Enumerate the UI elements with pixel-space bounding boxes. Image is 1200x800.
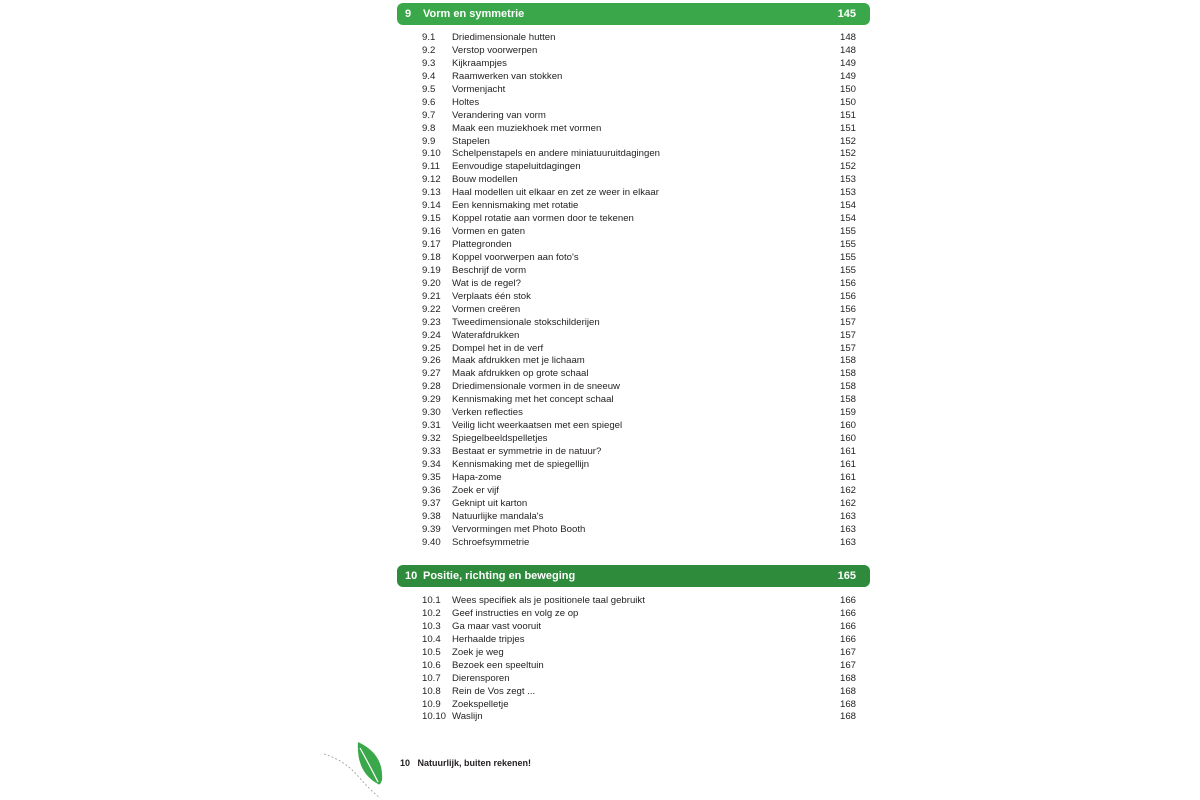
section-title: Verstop voorwerpen [452,44,538,56]
toc-entry[interactable] [422,634,856,647]
section-page: 158 [839,355,856,367]
section-number: 9.21 [422,290,441,302]
section-number: 10.8 [422,685,441,697]
section-page: 153 [839,187,856,199]
toc-entry[interactable] [422,304,856,317]
section-number: 9.30 [422,407,441,419]
toc-entry[interactable] [422,673,856,686]
toc-entry[interactable] [422,537,856,550]
section-number: 9.17 [422,239,441,250]
section-page: 163 [839,536,856,548]
section-page: 149 [839,70,856,82]
section-title: Bouw modellen [452,174,518,186]
section-number: 9.38 [422,510,441,522]
section-page: 150 [839,83,856,95]
toc-entry[interactable] [422,239,856,252]
section-title: Herhaalde tripjes [452,633,525,645]
section-page: 168 [839,711,856,723]
section-number: 9.23 [422,316,441,328]
section-title: Eenvoudige stapeluitdagingen [452,161,581,173]
section-page: 166 [839,607,856,619]
chapter-page: 145 [837,8,856,20]
section-page: 148 [839,44,856,56]
section-page: 159 [839,407,856,419]
section-page: 161 [839,458,856,470]
toc-entry[interactable] [422,45,856,58]
section-title: Beschrijf de vorm [452,264,527,276]
section-number: 9.2 [422,44,436,56]
section-page: 151 [839,122,856,134]
section-number: 9.9 [422,135,436,147]
toc-entry[interactable] [422,355,856,368]
section-title: Driedimensionale vormen in de sneeuw [452,381,620,393]
section-number: 9.19 [422,264,441,276]
toc-entry[interactable] [422,420,856,433]
section-title: Bestaat er symmetrie in de natuur? [452,446,602,457]
section-title: Dompel het in de verf [452,342,544,354]
section-title: Kennismaking met het concept schaal [452,394,614,406]
toc-entry[interactable] [422,485,856,498]
section-number: 9.24 [422,329,441,341]
toc-entry[interactable] [422,252,856,265]
section-title: Hapa-zome [452,471,502,483]
section-page: 156 [839,303,856,315]
section-title: Dierensporen [452,672,510,684]
section-title: Zoek er vijf [452,484,499,496]
section-number: 9.5 [422,83,436,95]
toc-entry[interactable] [422,621,856,634]
section-title: Verplaats één stok [452,290,531,302]
section-number: 9.11 [422,161,440,173]
section-title: Ga maar vast vooruit [452,620,542,632]
section-number: 9.36 [422,484,441,496]
section-page: 160 [839,433,856,445]
section-title: Stapelen [452,135,490,147]
section-page: 158 [839,368,856,380]
chapter-number: 10 [405,570,418,582]
section-page: 156 [839,290,856,302]
toc-entry[interactable] [422,407,856,420]
toc-entry[interactable] [422,97,856,110]
section-title: Vormenjacht [452,83,506,95]
section-title: Waslijn [452,711,483,723]
section-number: 10.4 [422,633,441,645]
section-title: Een kennismaking met rotatie [452,200,579,212]
section-number: 9.37 [422,497,441,509]
toc-entry[interactable] [422,343,856,356]
section-page: 168 [839,698,856,710]
leaf-icon [322,738,392,800]
toc-entry[interactable] [422,148,856,161]
toc-entry[interactable] [422,265,856,278]
toc-entry[interactable] [422,608,856,621]
footer-page-number: 10 [400,758,411,768]
section-page: 162 [839,497,856,509]
section-page: 163 [839,523,856,535]
section-page: 157 [839,316,856,328]
toc-entry[interactable] [422,459,856,472]
section-title: Koppel voorwerpen aan foto's [452,251,579,263]
section-title: Maak afdrukken met je lichaam [452,355,585,367]
section-page: 158 [839,381,856,393]
toc-entry[interactable] [422,381,856,394]
section-title: Plattegronden [452,239,512,250]
section-number: 10.9 [422,698,441,710]
section-title: Waterafdrukken [452,329,520,341]
section-number: 9.33 [422,446,441,457]
chapter-9-toc-list [422,32,856,550]
section-page: 155 [839,239,856,250]
toc-entry[interactable] [422,472,856,485]
section-page: 149 [839,57,856,69]
toc-entry[interactable] [422,595,856,608]
section-number: 9.35 [422,471,441,483]
section-title: Bezoek een speeltuin [452,659,544,671]
toc-entry[interactable] [422,71,856,84]
section-page: 155 [839,226,856,238]
section-number: 9.29 [422,394,441,406]
section-number: 9.39 [422,523,441,535]
page-footer [400,758,531,768]
chapter-10-header[interactable] [397,565,870,587]
section-title: Verandering van vorm [452,109,546,121]
section-title: Tweedimensionale stokschilderijen [452,316,600,328]
section-page: 152 [839,161,856,173]
footer-book-title: Natuurlijk, buiten rekenen! [417,758,532,768]
section-number: 9.6 [422,96,436,108]
toc-entry[interactable] [422,699,856,712]
section-number: 9.31 [422,420,441,432]
section-page: 166 [839,633,856,645]
section-number: 9.25 [422,342,441,354]
section-number: 10.10 [422,711,447,723]
section-number: 9.26 [422,355,441,367]
section-number: 9.22 [422,303,441,315]
section-page: 152 [839,135,856,147]
section-page: 156 [839,277,856,289]
section-number: 9.4 [422,70,436,82]
section-page: 168 [839,672,856,684]
section-page: 167 [839,659,856,671]
section-number: 9.8 [422,122,436,134]
section-number: 10.7 [422,672,441,684]
section-page: 154 [839,200,856,212]
section-number: 9.28 [422,381,441,393]
section-title: Natuurlijke mandala's [452,510,544,522]
section-number: 9.34 [422,458,441,470]
section-title: Haal modellen uit elkaar en zet ze weer in elkaar [452,187,659,199]
section-title: Zoek je weg [452,646,504,658]
section-number: 9.14 [422,200,441,212]
section-title: Kennismaking met de spiegellijn [452,458,590,470]
section-title: Zoekspelletje [452,698,509,710]
section-page: 168 [839,685,856,697]
section-title: Veilig licht weerkaatsen met een spiegel [452,420,623,432]
section-page: 154 [839,213,856,225]
chapter-number: 9 [405,8,412,20]
section-title: Kijkraampjes [452,57,507,69]
section-title: Maak afdrukken op grote schaal [452,368,589,380]
section-page: 148 [839,32,856,43]
section-page: 161 [839,446,856,457]
section-page: 157 [839,329,856,341]
section-number: 9.10 [422,148,441,160]
toc-entry[interactable] [422,511,856,524]
section-page: 155 [839,251,856,263]
section-number: 9.1 [422,32,436,43]
section-page: 160 [839,420,856,432]
section-title: Holtes [452,96,480,108]
section-number: 10.3 [422,620,441,632]
chapter-title: Vorm en symmetrie [423,8,525,20]
section-page: 166 [839,620,856,632]
section-title: Driedimensionale hutten [452,32,556,43]
section-title: Vormen en gaten [452,226,526,238]
section-title: Verken reflecties [452,407,523,419]
toc-entry[interactable] [422,433,856,446]
section-number: 9.3 [422,57,436,69]
section-number: 10.5 [422,646,441,658]
toc-entry[interactable] [422,524,856,537]
chapter-10-toc-list [422,595,856,724]
section-title: Wees specifiek als je positionele taal gebruikt [452,595,645,606]
section-page: 155 [839,264,856,276]
chapter-title: Positie, richting en beweging [423,570,576,582]
section-number: 9.40 [422,536,441,548]
section-page: 152 [839,148,856,160]
section-page: 166 [839,595,856,606]
section-page: 150 [839,96,856,108]
section-number: 9.20 [422,277,441,289]
section-page: 157 [839,342,856,354]
toc-entry[interactable] [422,686,856,699]
toc-entry[interactable] [422,278,856,291]
toc-entry[interactable] [422,213,856,226]
chapter-page: 165 [837,570,856,582]
section-title: Maak een muziekhoek met vormen [452,122,602,134]
section-number: 10.2 [422,607,441,619]
section-title: Spiegelbeeldspelletjes [452,433,548,445]
toc-entry[interactable] [422,446,856,459]
chapter-9-header[interactable] [397,3,870,25]
section-number: 9.7 [422,109,436,121]
section-number: 9.18 [422,251,441,263]
toc-entry[interactable] [422,84,856,97]
section-number: 10.1 [422,595,441,606]
section-page: 158 [839,394,856,406]
toc-entry[interactable] [422,647,856,660]
section-number: 9.27 [422,368,441,380]
section-title: Schelpenstapels en andere miniatuuruitdagingen [452,148,661,160]
section-page: 151 [839,109,856,121]
section-number: 10.6 [422,659,441,671]
toc-entry[interactable] [422,291,856,304]
section-number: 9.13 [422,187,441,199]
section-number: 9.32 [422,433,441,445]
toc-entry[interactable] [422,187,856,200]
toc-entry[interactable] [422,200,856,213]
section-page: 167 [839,646,856,658]
toc-entry[interactable] [422,711,856,724]
section-number: 9.16 [422,226,441,238]
toc-entry[interactable] [422,136,856,149]
toc-entry[interactable] [422,317,856,330]
section-page: 161 [839,471,856,483]
section-page: 163 [839,510,856,522]
toc-entry[interactable] [422,330,856,343]
toc-entry[interactable] [422,498,856,511]
section-title: Raamwerken van stokken [452,70,563,82]
toc-entry[interactable] [422,161,856,174]
toc-entry[interactable] [422,394,856,407]
section-number: 9.12 [422,174,441,186]
toc-entry[interactable] [422,174,856,187]
section-title: Rein de Vos zegt ... [452,685,536,697]
toc-entry[interactable] [422,226,856,239]
section-title: Geef instructies en volg ze op [452,607,579,619]
toc-entry[interactable] [422,660,856,673]
toc-entry[interactable] [422,110,856,123]
toc-entry[interactable] [422,32,856,45]
section-title: Vervormingen met Photo Booth [452,523,586,535]
section-title: Koppel rotatie aan vormen door te tekenen [452,213,634,225]
section-page: 153 [839,174,856,186]
section-title: Geknipt uit karton [452,497,528,509]
toc-entry[interactable] [422,58,856,71]
toc-entry[interactable] [422,368,856,381]
section-page: 162 [839,484,856,496]
section-number: 9.15 [422,213,441,225]
section-title: Schroefsymmetrie [452,536,530,548]
toc-entry[interactable] [422,123,856,136]
section-title: Wat is de regel? [452,277,521,289]
section-title: Vormen creëren [452,303,521,315]
